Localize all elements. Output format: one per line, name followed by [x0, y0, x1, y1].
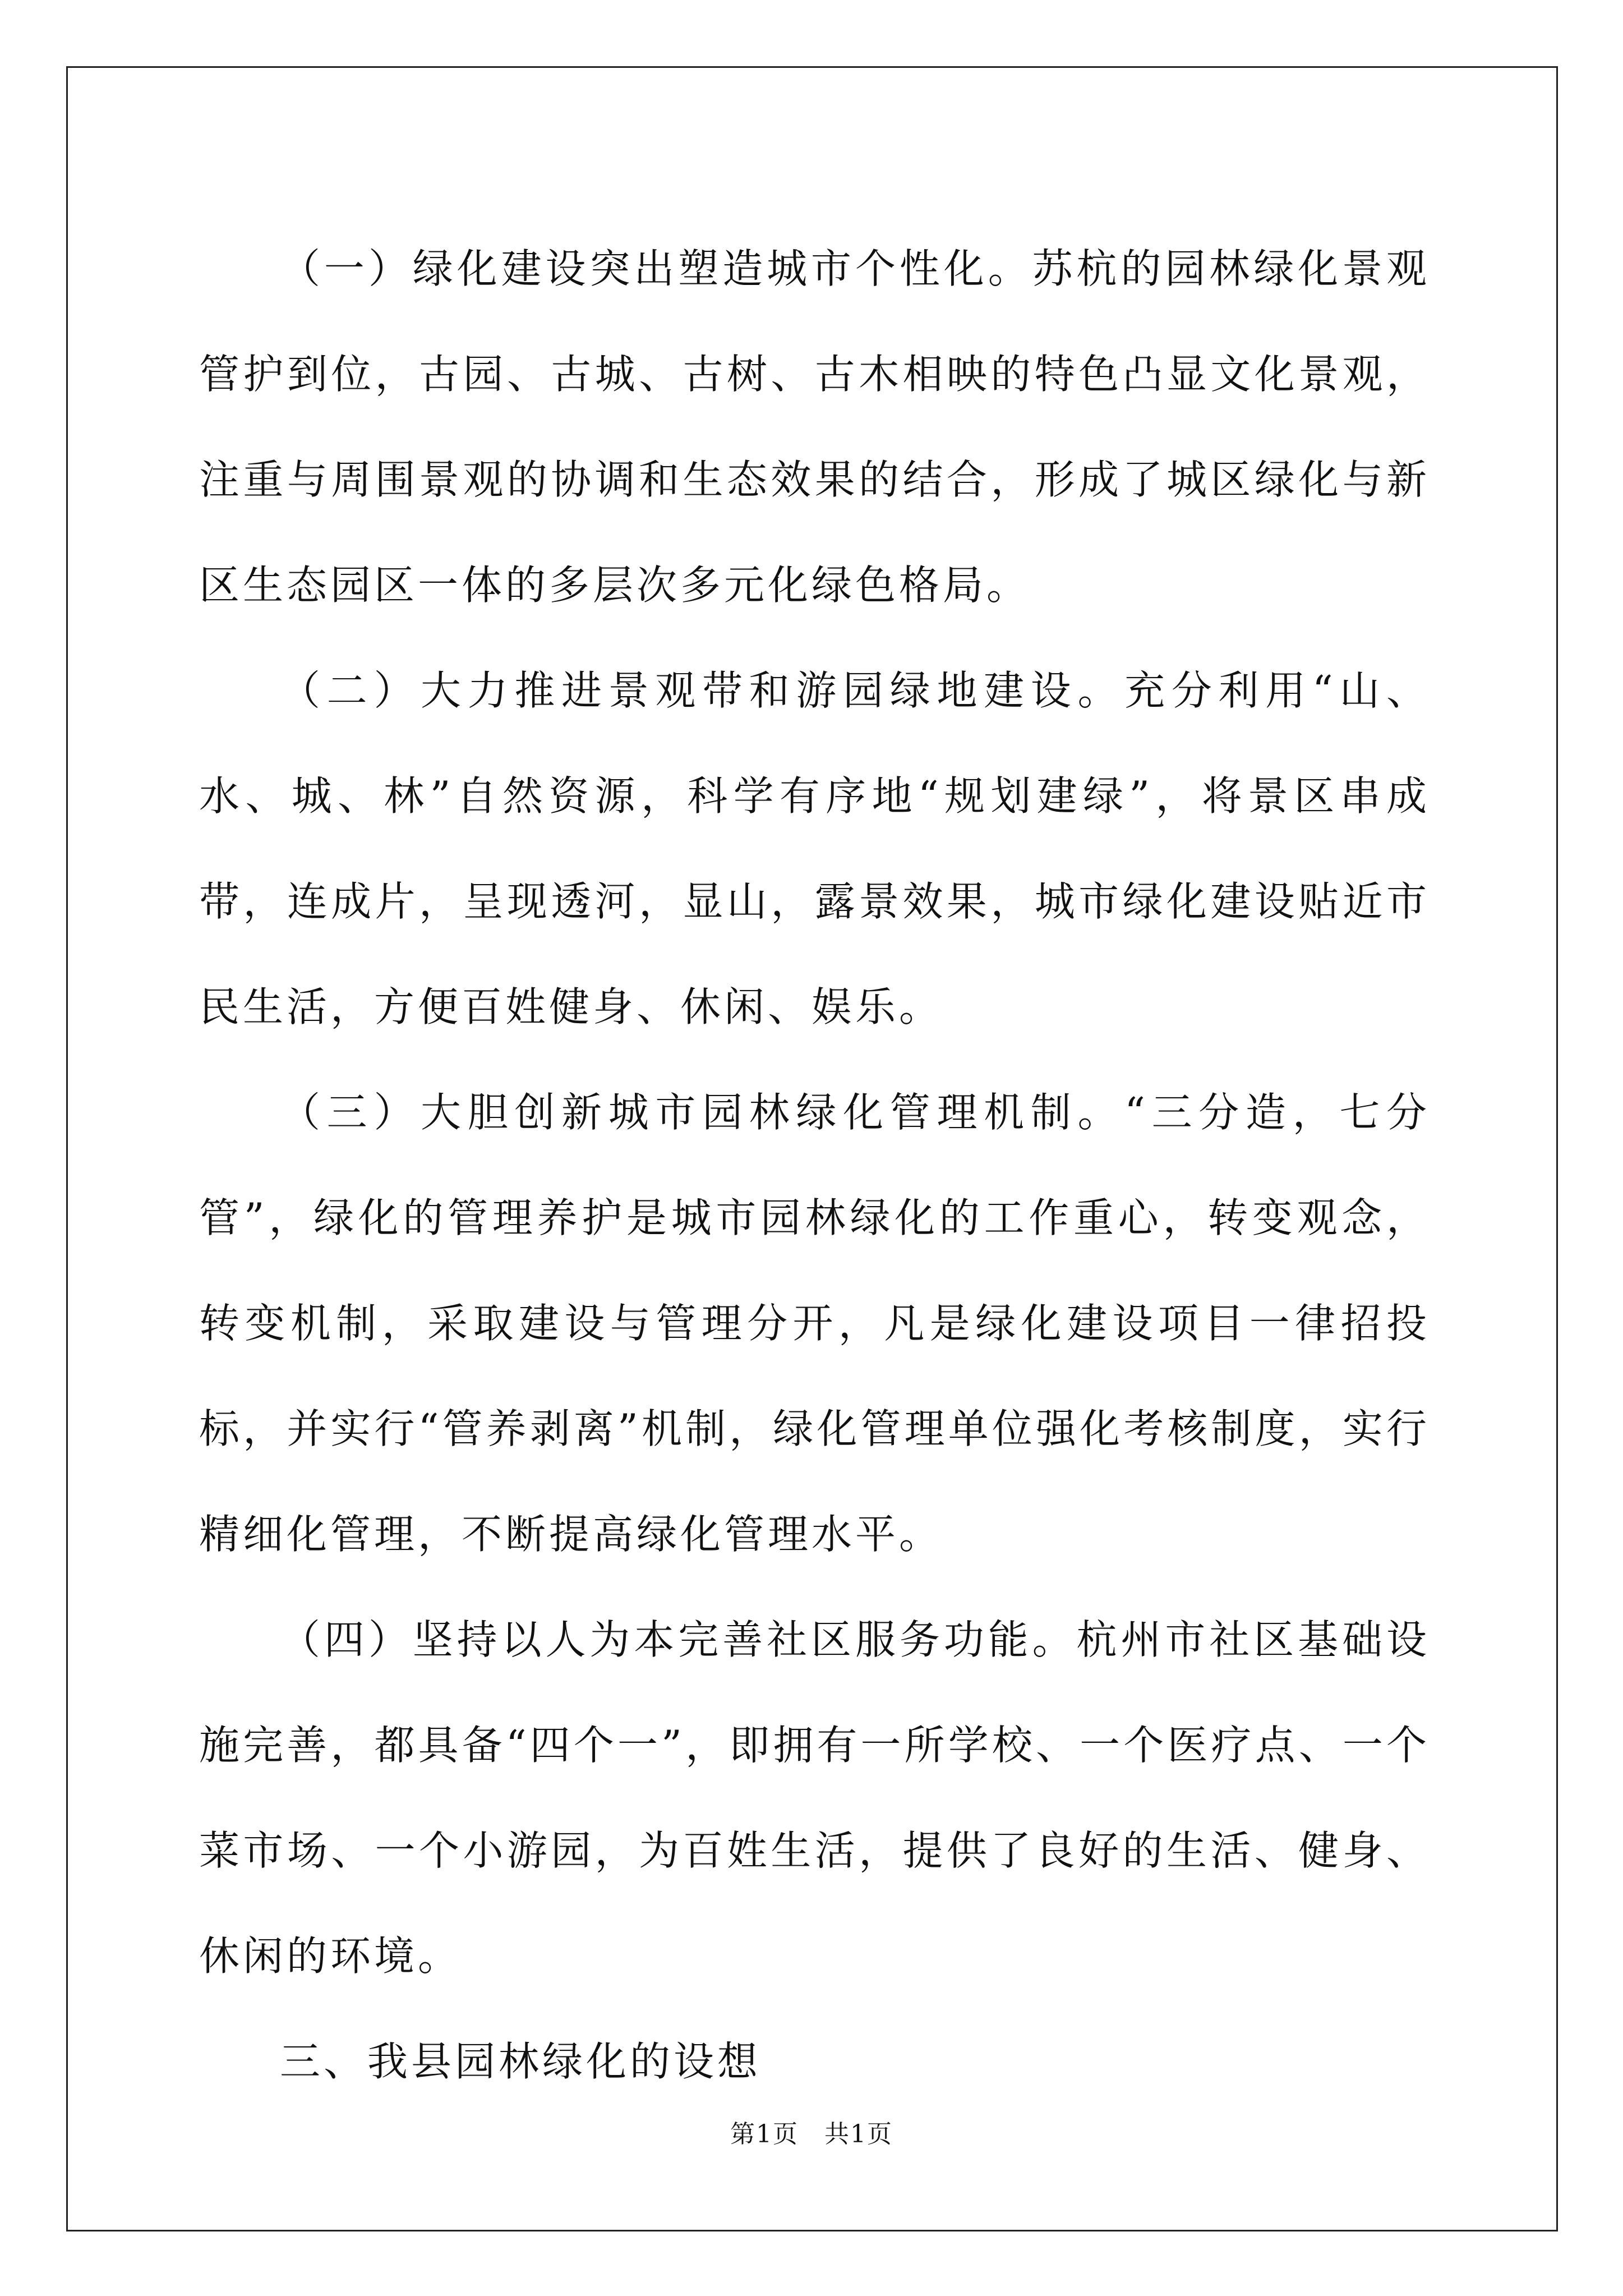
paragraph-1: （一）绿化建设突出塑造城市个性化。苏杭的园林绿化景观管护到位，古园、古城、古树、古木相映的特色凸显文化景观，注重与周围景观的协调和生态效果的结合，形成了城区绿化与新区生态园区一体的多层次多元化绿色格局。	[199, 245, 1430, 609]
paragraph-2: （二）大力推进景观带和游园绿地建设。充分利用“山、水、城、林”自然资源，科学有序地“规划建绿”，将景区串成带，连成片，呈现透河，显山，露景效果，城市绿化建设贴近市民生活，方便百姓健身、休闲、娱乐。	[199, 667, 1430, 1030]
paragraph-4: （四）坚持以人为本完善社区服务功能。杭州市社区基础设施完善，都具备“四个一”，即拥有一所学校、一个医疗点、一个菜市场、一个小游园，为百姓生活，提供了良好的生活、健身、休闲的环境。	[199, 1616, 1430, 1980]
section-heading: 三、我县园林绿化的设想	[280, 2038, 762, 2085]
paragraph-3: （三）大胆创新城市园林绿化管理机制。“三分造，七分管”，绿化的管理养护是城市园林绿化的工作重心，转变观念，转变机制，采取建设与管理分开，凡是绿化建设项目一律招投标，并实行“管养剥离”机制，绿化管理单位强化考核制度，实行精细化管理，不断提高绿化管理水平。	[199, 1089, 1430, 1558]
document-body	[199, 216, 1430, 2114]
page-footer: 第1页 共1页	[730, 2120, 893, 2148]
